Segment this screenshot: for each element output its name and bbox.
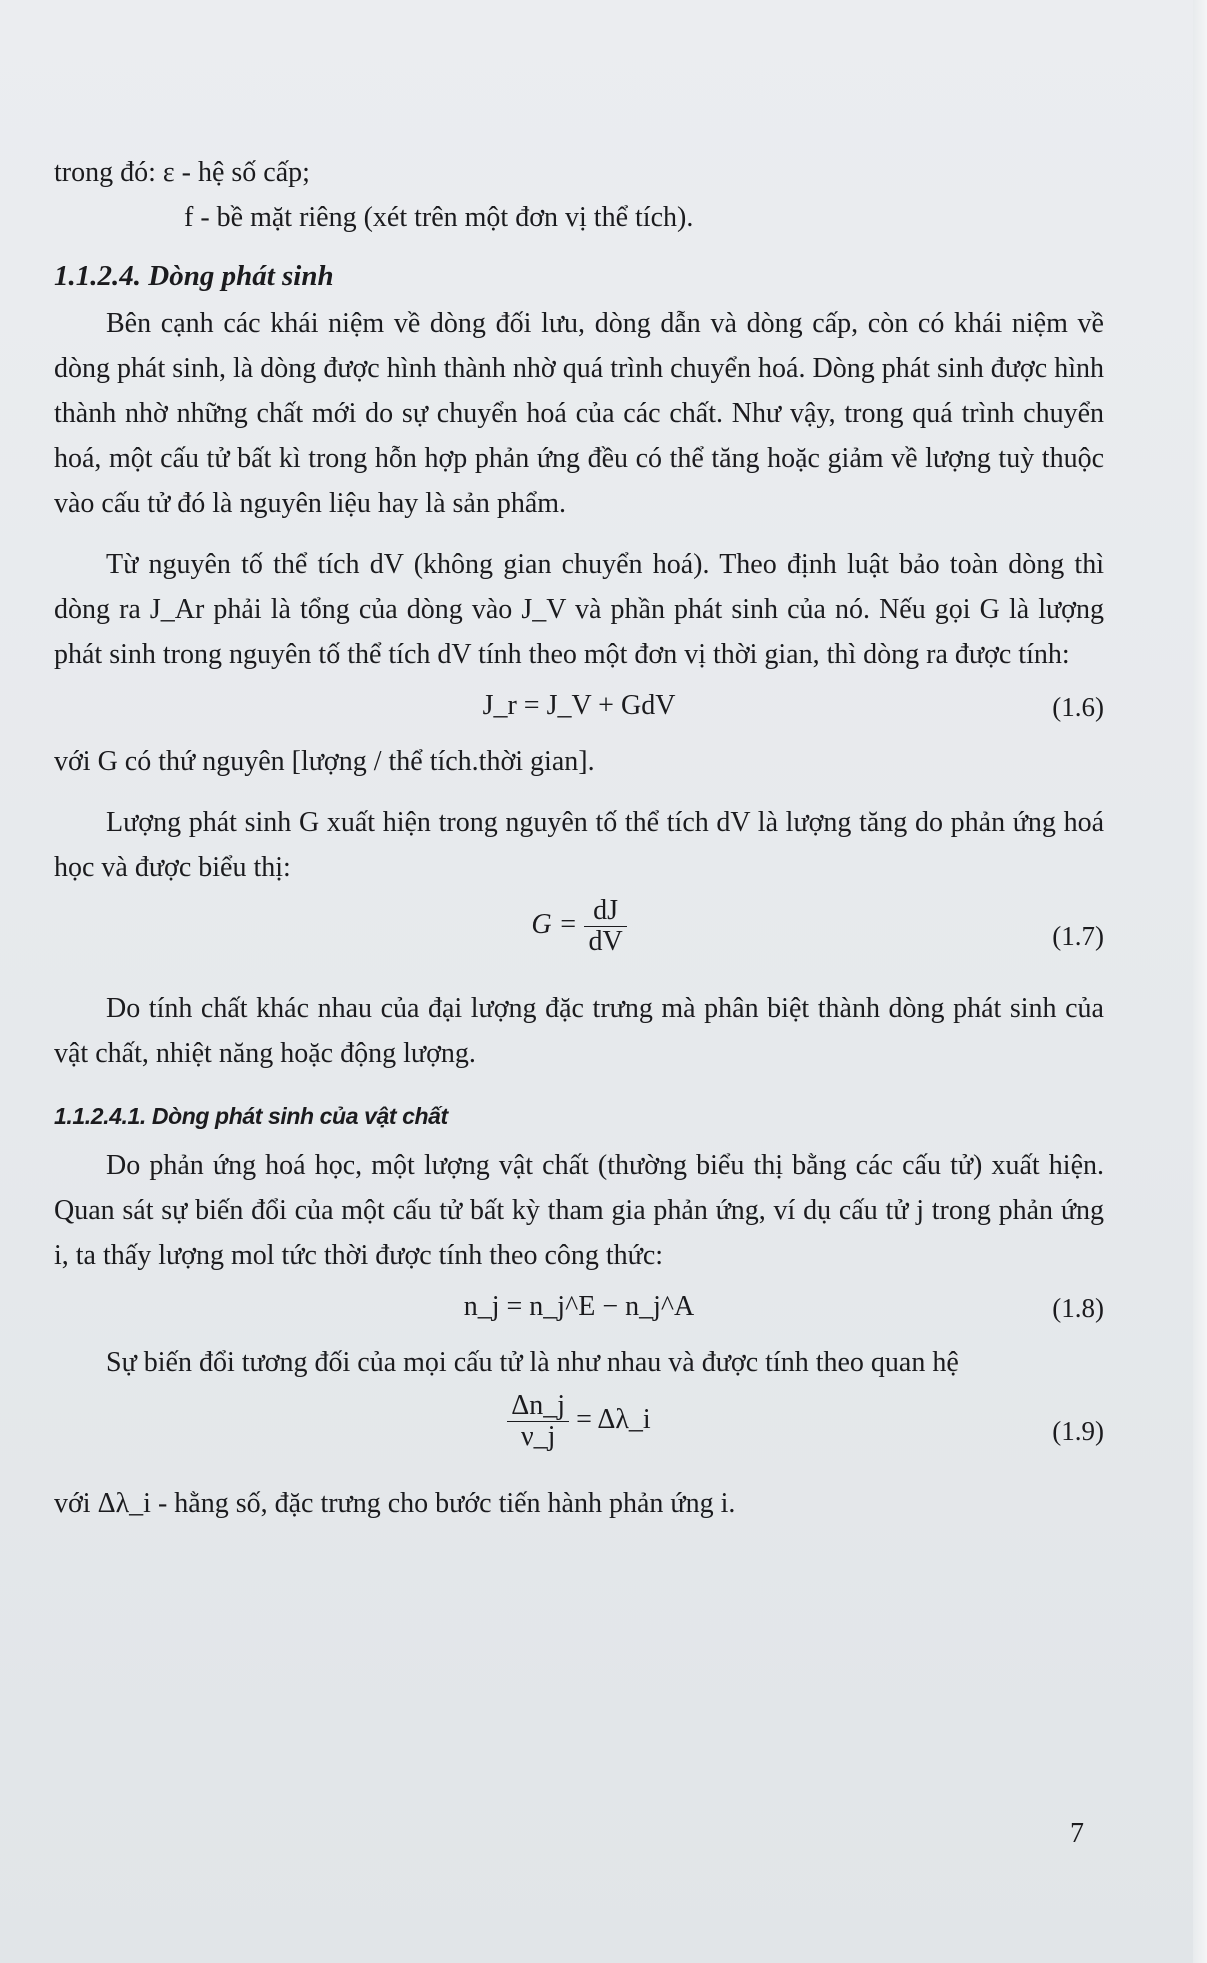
equation-1-6-number: (1.6) xyxy=(1052,692,1104,722)
equation-1-7-expression xyxy=(54,896,1104,957)
paragraph-6: Do phản ứng hoá học, một lượng vật chất (thường biểu thị bằng các cấu tử) xuất hiện. Quan sát sự biến đổi của một cấu tử bất kỳ tham gia phản ứng, ví dụ cấu tử j trong phản ứng i, ta thấy lượng mol tức thời được tính theo công thức: xyxy=(54,1150,1104,1271)
equation-1-9-denominator: ν_j xyxy=(520,1421,556,1452)
equation-1-7-number: (1.7) xyxy=(1052,921,1104,951)
equation-1-9-expression xyxy=(54,1391,1104,1452)
page-number: 7 xyxy=(1070,1818,1084,1849)
equation-1-6-expression: J_r = J_V + GdV xyxy=(482,690,676,721)
equation-1-8 xyxy=(54,1284,1104,1330)
equation-1-9-numerator: Δn_j xyxy=(507,1391,569,1422)
equation-1-9-rhs: = Δλ_i xyxy=(576,1403,651,1435)
where-line-1: trong đó: ε - hệ số cấp; xyxy=(54,157,310,188)
paragraph-7: Sự biến đổi tương đối của mọi cấu tử là như nhau và được tính theo quan hệ xyxy=(106,1347,959,1378)
section-heading-1124: 1.1.2.4. Dòng phát sinh xyxy=(54,260,334,292)
page-content xyxy=(54,150,1104,1526)
paragraph-3: với G có thứ nguyên [lượng / thể tích.thời gian]. xyxy=(54,746,595,777)
equation-1-9 xyxy=(54,1391,1104,1471)
equation-1-8-number: (1.8) xyxy=(1052,1293,1104,1323)
paragraph-5: Do tính chất khác nhau của đại lượng đặc trưng mà phân biệt thành dòng phát sinh của vật chất, nhiệt năng hoặc động lượng. xyxy=(54,993,1104,1069)
section-heading-11241: 1.1.2.4.1. Dòng phát sinh của vật chất xyxy=(54,1103,448,1129)
equation-1-6 xyxy=(54,683,1104,729)
equation-1-7-denominator: dV xyxy=(588,926,623,957)
equation-1-7-numerator: dJ xyxy=(584,896,626,927)
paragraph-4: Lượng phát sinh G xuất hiện trong nguyên tố thể tích dV là lượng tăng do phản ứng hoá học và được biểu thị: xyxy=(54,807,1104,883)
equation-1-7-lhs: G = xyxy=(531,908,578,940)
equation-1-9-number: (1.9) xyxy=(1052,1416,1104,1446)
where-line-2: f - bề mặt riêng (xét trên một đơn vị thể tích). xyxy=(184,202,694,233)
equation-1-8-expression: n_j = n_j^E − n_j^A xyxy=(463,1291,695,1322)
paragraph-2: Từ nguyên tố thể tích dV (không gian chuyển hoá). Theo định luật bảo toàn dòng thì dòng ra J_Ar phải là tổng của dòng vào J_V và phần phát sinh của nó. Nếu gọi G là lượng phát sinh trong nguyên tố thể tích dV tính theo một đơn vị thời gian, thì dòng ra được tính: xyxy=(54,549,1104,670)
paragraph-1: Bên cạnh các khái niệm về dòng đối lưu, dòng dẫn và dòng cấp, còn có khái niệm về dòng phát sinh, là dòng được hình thành nhờ quá trình chuyển hoá. Dòng phát sinh được hình thành nhờ những chất mới do sự chuyển hoá của các chất. Như vậy, trong quá trình chuyển hoá, một cấu tử bất kì trong hỗn hợp phản ứng đều có thể tăng hoặc giảm về lượng tuỳ thuộc vào cấu tử đó là nguyên liệu hay là sản phẩm. xyxy=(54,308,1104,519)
page-edge xyxy=(1193,0,1207,1963)
equation-1-9-fraction xyxy=(507,1391,569,1452)
equation-1-7-fraction xyxy=(584,896,626,957)
paragraph-8: với Δλ_i - hằng số, đặc trưng cho bước tiến hành phản ứng i. xyxy=(54,1488,736,1519)
equation-1-7 xyxy=(54,896,1104,976)
